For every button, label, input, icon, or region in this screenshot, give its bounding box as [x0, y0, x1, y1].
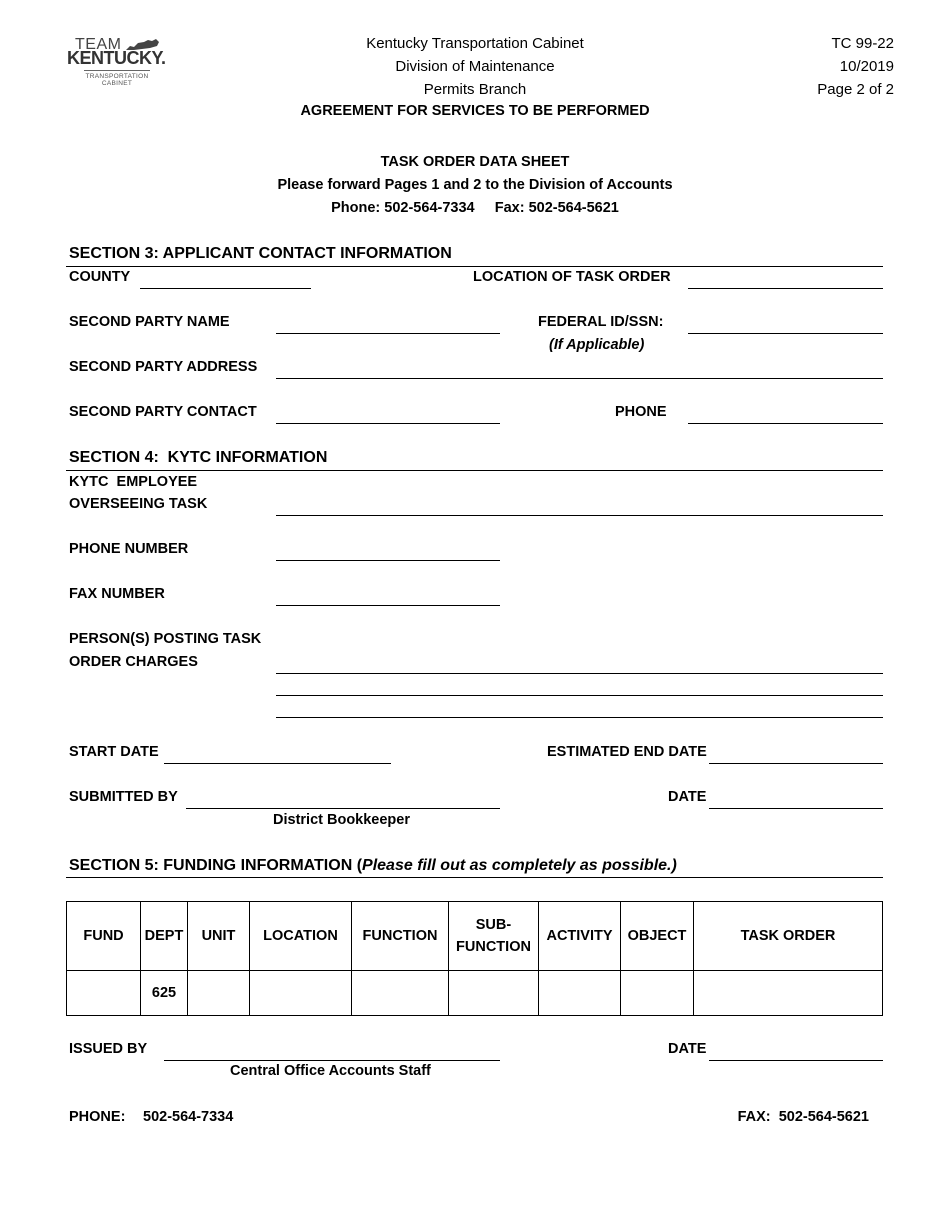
- submitted-date-label: DATE: [668, 789, 707, 805]
- phone-number-field[interactable]: [276, 560, 500, 561]
- col-dept: DEPT: [141, 902, 188, 971]
- section5-title-italic: Please fill out as completely as possible.): [362, 857, 677, 874]
- col-unit: UNIT: [188, 902, 250, 971]
- second-party-address-label: SECOND PARTY ADDRESS: [69, 359, 258, 375]
- col-sub-function-line2: FUNCTION: [456, 939, 531, 955]
- kytc-employee-label-line2: OVERSEEING TASK: [69, 496, 208, 512]
- phone-number-label: PHONE NUMBER: [69, 541, 189, 557]
- task-order-cell[interactable]: [694, 971, 883, 1016]
- form-date: 10/2019: [839, 58, 894, 75]
- branch-name: Permits Branch: [423, 81, 527, 98]
- unit-cell[interactable]: [188, 971, 250, 1016]
- section4-rule: [66, 470, 883, 471]
- form-number: TC 99-22: [831, 35, 894, 52]
- location-label: LOCATION OF TASK ORDER: [473, 269, 671, 285]
- function-cell[interactable]: [352, 971, 449, 1016]
- object-cell[interactable]: [621, 971, 694, 1016]
- federal-id-field[interactable]: [688, 333, 883, 334]
- federal-id-label: FEDERAL ID/SSN:: [538, 314, 664, 330]
- col-task-order: TASK ORDER: [694, 902, 883, 971]
- col-sub-function-line1: SUB-: [475, 917, 512, 933]
- posting-field-2[interactable]: [276, 695, 883, 696]
- start-date-label: START DATE: [69, 744, 159, 760]
- forward-note: Please forward Pages 1 and 2 to the Division of Accounts: [277, 177, 673, 193]
- fax-number-field[interactable]: [276, 605, 500, 606]
- end-date-field[interactable]: [709, 763, 883, 764]
- form-title: AGREEMENT FOR SERVICES TO BE PERFORMED: [300, 103, 650, 119]
- second-party-contact-field[interactable]: [276, 423, 500, 424]
- location-field[interactable]: [688, 288, 883, 289]
- division-name: Division of Maintenance: [395, 58, 555, 75]
- col-function: FUNCTION: [352, 902, 449, 971]
- contact-line: Phone: 502-564-7334 Fax: 502-564-5621: [331, 200, 619, 216]
- sub-function-cell[interactable]: [449, 971, 539, 1016]
- county-field[interactable]: [140, 288, 311, 289]
- fax-number-label: FAX NUMBER: [69, 586, 165, 602]
- section3-rule: [66, 266, 883, 267]
- kytc-employee-field[interactable]: [276, 515, 883, 516]
- posting-label-line2: ORDER CHARGES: [69, 654, 198, 670]
- county-label: COUNTY: [69, 269, 131, 285]
- footer-fax: FAX: 502-564-5621: [737, 1109, 869, 1125]
- sheet-title: TASK ORDER DATA SHEET: [380, 154, 570, 170]
- section5-rule: [66, 877, 883, 878]
- section5-title: [69, 857, 677, 875]
- posting-label-line1: PERSON(S) POSTING TASK: [69, 631, 262, 647]
- district-bookkeeper-caption: District Bookkeeper: [273, 812, 410, 828]
- second-party-name-label: SECOND PARTY NAME: [69, 314, 230, 330]
- activity-cell[interactable]: [539, 971, 621, 1016]
- kytc-employee-label-line1: KYTC EMPLOYEE: [69, 474, 198, 490]
- end-date-label: ESTIMATED END DATE: [547, 744, 707, 760]
- second-party-address-field[interactable]: [276, 378, 883, 379]
- location-cell[interactable]: [250, 971, 352, 1016]
- col-activity: ACTIVITY: [539, 902, 621, 971]
- posting-field-3[interactable]: [276, 717, 883, 718]
- logo-kentucky-text: KENTUCKY.: [67, 48, 166, 68]
- phone-field[interactable]: [688, 423, 883, 424]
- submitted-by-field[interactable]: [186, 808, 500, 809]
- submitted-by-label: SUBMITTED BY: [69, 789, 178, 805]
- phone-label: PHONE: [615, 404, 667, 420]
- funding-data-row: [67, 971, 883, 1016]
- page-info: Page 2 of 2: [817, 81, 894, 98]
- col-location: LOCATION: [250, 902, 352, 971]
- if-applicable-note: (If Applicable): [549, 337, 645, 353]
- footer-phone-value: 502-564-7334: [143, 1109, 234, 1125]
- footer-phone-label: PHONE:: [69, 1109, 126, 1125]
- section5-title-prefix: SECTION 5: FUNDING INFORMATION (: [69, 857, 363, 874]
- start-date-field[interactable]: [164, 763, 391, 764]
- issued-date-field[interactable]: [709, 1060, 883, 1061]
- logo-team-text: TEAM: [75, 36, 122, 53]
- posting-field-1[interactable]: [276, 673, 883, 674]
- col-sub-function: [449, 902, 539, 971]
- section3-title: SECTION 3: APPLICANT CONTACT INFORMATION: [69, 245, 452, 262]
- funding-header-row: [67, 902, 883, 971]
- col-object: OBJECT: [621, 902, 694, 971]
- dept-cell: 625: [141, 971, 188, 1016]
- funding-table: [66, 901, 883, 1016]
- logo-sub-transportation: TRANSPORTATION: [85, 73, 149, 80]
- section4-title: SECTION 4: KYTC INFORMATION: [69, 449, 328, 466]
- team-kentucky-logo: [66, 36, 170, 90]
- logo-sub-cabinet: CABINET: [101, 80, 133, 87]
- col-fund: FUND: [67, 902, 141, 971]
- fund-cell[interactable]: [67, 971, 141, 1016]
- issued-date-label: DATE: [668, 1041, 707, 1057]
- second-party-contact-label: SECOND PARTY CONTACT: [69, 404, 257, 420]
- agency-name: Kentucky Transportation Cabinet: [366, 35, 584, 52]
- issued-by-field[interactable]: [164, 1060, 500, 1061]
- issued-by-label: ISSUED BY: [69, 1041, 148, 1057]
- submitted-date-field[interactable]: [709, 808, 883, 809]
- second-party-name-field[interactable]: [276, 333, 500, 334]
- central-office-caption: Central Office Accounts Staff: [230, 1063, 431, 1079]
